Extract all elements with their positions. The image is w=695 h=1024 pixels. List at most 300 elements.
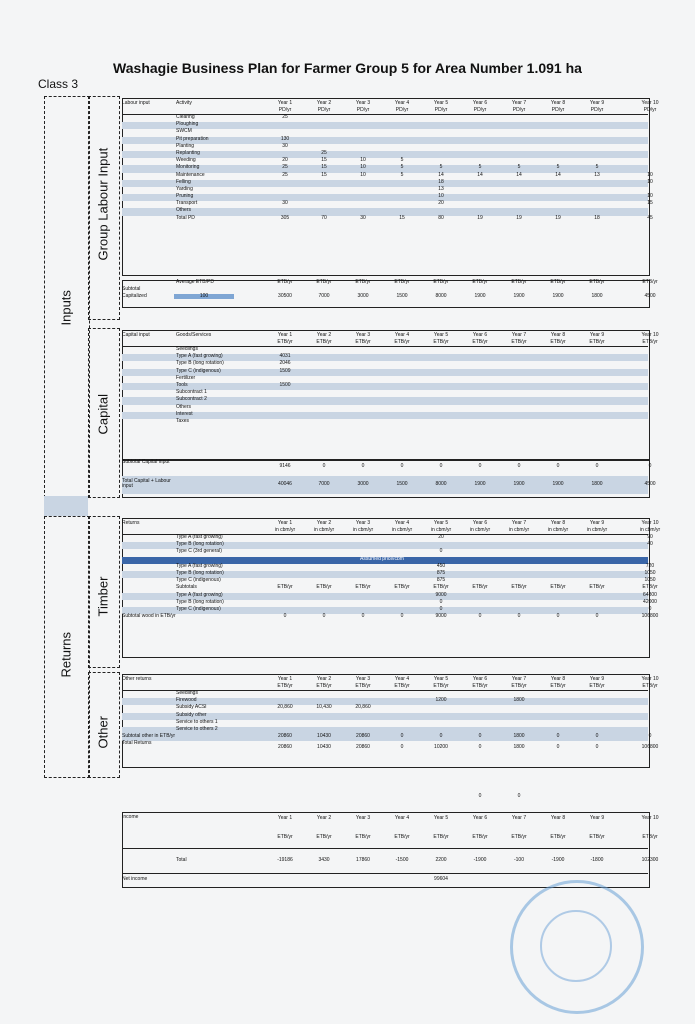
year-header: Year 7 ETB/yr (511, 676, 527, 689)
row-label: Type B (long rotation) (176, 598, 224, 605)
row-label: Planting (176, 142, 195, 149)
row-value: 450 (436, 562, 446, 569)
row-value: 5 (400, 157, 404, 164)
income-year: Year 6 (472, 815, 488, 821)
year-header: Year 4 PD/yr (394, 100, 410, 113)
income-unit: ETB/yr (550, 834, 566, 840)
row-value: 0 (648, 733, 652, 740)
price-banner-label: Assumed price/cbm (360, 555, 404, 562)
row-value: 2046 (279, 360, 291, 367)
subtotals-unit: ETB/yr (511, 584, 527, 591)
row-label: Type A (fast growing) (176, 534, 223, 540)
year-header: Year 3 PD/yr (355, 100, 371, 113)
capital-total-value: 40046 (278, 481, 292, 487)
capital-total-value: 1900 (513, 481, 525, 487)
below-row (122, 794, 648, 801)
row-value: 720 (645, 562, 655, 569)
labour-subtotal-section (122, 279, 658, 302)
labour-row (122, 214, 653, 223)
capital-total-value: 7000 (318, 481, 330, 487)
page-title: Washagie Business Plan for Farmer Group 5 for Area Number 1.091 ha (113, 60, 582, 76)
row-label: Yarding (176, 185, 193, 192)
year-header: Year 6 ETB/yr (472, 676, 488, 689)
income-label: Income (122, 814, 139, 820)
row-label: Replanting (176, 149, 200, 156)
net-income-value: 99604 (434, 876, 448, 882)
table-header (122, 98, 659, 115)
income-header (122, 812, 659, 849)
row-label: Weeding (176, 157, 196, 164)
row-value: 13 (594, 171, 600, 178)
capitalized-row (122, 293, 656, 301)
below-value: 0 (517, 793, 521, 799)
price-row (122, 577, 656, 585)
row-value: 0 (439, 548, 443, 555)
capital-subtotal-value: 0 (556, 463, 560, 469)
row-label: Others (176, 403, 192, 410)
year-header: Year 9 PD/yr (589, 100, 605, 113)
avg-unit: ETB/yr (355, 279, 371, 285)
avg-row (122, 279, 658, 287)
year-header: Year 2 ETB/yr (316, 332, 332, 345)
row-label: Pit preparation (176, 135, 209, 142)
subtotal-value: 4500 (644, 293, 656, 300)
unit-label: in cbm/yr (508, 526, 530, 533)
income-total-value: 3430 (318, 857, 330, 863)
income-total-row (122, 849, 659, 874)
year-header: Year 6 ETB/yr (472, 332, 488, 345)
row-value: 15 (321, 157, 327, 164)
timber-section (122, 518, 661, 621)
subtotals-unit: ETB/yr (589, 584, 605, 591)
capital-subtotal-row (122, 459, 652, 472)
year-header: Year 6 PD/yr (472, 100, 488, 113)
labour-row (122, 137, 648, 144)
income-unit: ETB/yr (472, 834, 488, 840)
unit-label: ETB/yr (394, 338, 410, 345)
income-year: Year 7 (511, 815, 527, 821)
returns-total-value: 1800 (513, 744, 525, 751)
row-value: 30 (282, 142, 288, 149)
row-value: 20860 (278, 733, 292, 740)
row-label: Total PD (176, 214, 195, 221)
unit-label: ETB/yr (316, 682, 332, 689)
unit-label: in cbm/yr (639, 526, 661, 533)
income-total-value: -1500 (395, 857, 409, 863)
row-value: 0 (556, 733, 560, 740)
labour-row (122, 151, 648, 158)
row-value: 0 (439, 598, 443, 605)
row-value: 4031 (279, 353, 291, 360)
returns-total-value: 0 (595, 744, 599, 751)
row-value: 0 (283, 613, 287, 620)
unit-label: PD/yr (551, 106, 565, 113)
unit-label: in cbm/yr (274, 526, 296, 533)
unit-label: PD/yr (473, 106, 487, 113)
year-header: Year 4 ETB/yr (394, 676, 410, 689)
row-value: 0 (400, 613, 404, 620)
other-subtotal-row (122, 733, 652, 741)
year-header: Year 7 in cbm/yr (508, 520, 530, 533)
year-header: Year 10 PD/yr (641, 100, 659, 113)
subtotal-value: 1900 (513, 293, 525, 300)
year-header: Year 2 ETB/yr (316, 676, 332, 689)
row-value: 0 (361, 613, 365, 620)
capital-subtotal-value: 0 (595, 463, 599, 469)
row-label: Type A (fast growing) (176, 562, 223, 569)
row-label: Type A (fast growing) (176, 591, 223, 598)
row-value: 14 (477, 171, 483, 178)
row-label: Pruning (176, 193, 194, 200)
row-value: 875 (436, 577, 446, 584)
row-label: Ploughing (176, 121, 199, 128)
avg-unit: ETB/yr (433, 279, 449, 285)
row-value: 25 (282, 164, 288, 171)
returns-total-value: 0 (478, 744, 482, 751)
income-unit: ETB/yr (277, 834, 293, 840)
year-header: Year 1 PD/yr (277, 100, 293, 113)
income-unit: ETB/yr (589, 834, 605, 840)
header-second: Goods/Services (176, 332, 212, 338)
row-label: Firewood (176, 697, 197, 704)
capital-subtotal-label: Subtotal Capital input (122, 459, 170, 465)
capital-row (122, 419, 648, 426)
row-value: 10 (438, 193, 444, 200)
subtotal-value: 30500 (278, 293, 292, 300)
row-label: Taxes (176, 417, 190, 424)
other-row (122, 727, 648, 734)
unit-label: PD/yr (590, 106, 604, 113)
unit-label: in cbm/yr (352, 526, 374, 533)
row-value: 25 (282, 114, 288, 120)
row-label: Type C (indigenous) (176, 577, 221, 584)
row-value: 10 (360, 171, 366, 178)
year-header: Year 8 ETB/yr (550, 676, 566, 689)
returns-total-value: 0 (400, 744, 404, 751)
row-value: 5 (478, 164, 482, 171)
capitalized-value: 100 (174, 294, 234, 299)
row-label: Subsidy other (176, 711, 207, 718)
year-header: Year 10 ETB/yr (641, 676, 659, 689)
subtotal-value: 1900 (474, 293, 486, 300)
returns-total-value: 0 (556, 744, 560, 751)
row-value: 10 (360, 157, 366, 164)
capital-total-label: Total Capital + Labour input (122, 478, 171, 489)
row-value: 1200 (435, 697, 447, 704)
returns-total-value: 106800 (641, 744, 659, 751)
labour-row (122, 171, 653, 180)
year-header: Year 2 PD/yr (316, 100, 332, 113)
row-value: 80 (438, 214, 444, 221)
unit-label: in cbm/yr (391, 526, 413, 533)
year-header: Year 1 ETB/yr (277, 332, 293, 345)
row-label: Service to others 1 (176, 718, 218, 725)
avg-unit: ETB/yr (642, 279, 658, 285)
row-value: 0 (648, 605, 652, 612)
row-value: 875 (436, 569, 446, 576)
avg-unit: ETB/yr (316, 279, 332, 285)
avg-unit: ETB/yr (589, 279, 605, 285)
labour-row (122, 187, 648, 194)
income-year: Year 2 (316, 815, 332, 821)
unit-label: in cbm/yr (586, 526, 608, 533)
capital-subtotal-value: 0 (478, 463, 482, 469)
row-label: Type C (indigenous) (176, 605, 221, 612)
row-value: 0 (478, 613, 482, 620)
row-value: 0 (595, 613, 599, 620)
unit-label: ETB/yr (355, 682, 371, 689)
returns-total-label: Total Returns (122, 740, 152, 747)
row-value: 1050 (644, 577, 656, 584)
unit-label: in cbm/yr (547, 526, 569, 533)
row-label: Transport (176, 200, 198, 207)
returns-label: Returns (58, 631, 74, 678)
row-value: 5 (517, 164, 521, 171)
income-total-value: -100 (513, 857, 524, 863)
row-value: 19 (555, 214, 561, 221)
capital-subtotal-value: 0 (517, 463, 521, 469)
row-value: 20 (438, 200, 444, 207)
subtotals-unit: ETB/yr (642, 584, 658, 591)
other-row (122, 691, 648, 698)
subtotals-label: Subtotals (176, 584, 197, 591)
subtotal-value: 1900 (552, 293, 564, 300)
row-label: Felling (176, 178, 191, 185)
subtotal-value: 8000 (435, 293, 447, 300)
avg-unit: ETB/yr (511, 279, 527, 285)
year-header: Year 10 in cbm/yr (639, 520, 661, 533)
income-year: Year 8 (550, 815, 566, 821)
row-label: Monitoring (176, 164, 200, 171)
year-header: Year 5 PD/yr (433, 100, 449, 113)
row-value: 0 (478, 733, 482, 740)
row-value: 1509 (279, 367, 291, 374)
year-header: Year 6 in cbm/yr (469, 520, 491, 533)
row-value: 20860 (356, 733, 370, 740)
row-label: Subsidy ACSI (176, 704, 207, 711)
unit-label: ETB/yr (550, 338, 566, 345)
unit-label: ETB/yr (355, 338, 371, 345)
income-total-value: 102300 (641, 857, 659, 863)
year-header: Year 8 ETB/yr (550, 332, 566, 345)
capital-label: Capital (95, 394, 111, 435)
row-label: Subcontract 2 (176, 396, 207, 403)
other-label: Other (95, 715, 111, 749)
unit-label: ETB/yr (511, 682, 527, 689)
row-label: Type B (long rotation) (176, 541, 224, 548)
row-value: 19 (516, 214, 522, 221)
row-value: 10 (647, 171, 653, 178)
group-labour-label: Group Labour Input (95, 147, 111, 261)
capital-subtotal-value: 0 (361, 463, 365, 469)
income-year: Year 5 (433, 815, 449, 821)
capital-total-value: 1900 (552, 481, 564, 487)
labour-row (122, 158, 648, 165)
labour-row (122, 208, 648, 215)
row-label: Seedlings (176, 346, 198, 352)
subtotals-unit: ETB/yr (433, 584, 449, 591)
labour-section (122, 98, 659, 223)
returns-total-value: 10430 (317, 744, 331, 751)
subtotals-unit: ETB/yr (316, 584, 332, 591)
unit-label: ETB/yr (316, 338, 332, 345)
row-value: 14 (516, 171, 522, 178)
header-label: Other returns (122, 676, 152, 682)
labour-row (122, 115, 648, 122)
row-value: 18 (594, 214, 600, 221)
table-header (122, 330, 659, 347)
row-value: 20,860 (277, 704, 293, 711)
row-value: 5 (439, 164, 443, 171)
row-value: 106800 (641, 613, 659, 620)
row-label: Fertilizer (176, 374, 196, 381)
row-label: Others (176, 207, 192, 214)
income-year: Year 4 (394, 815, 410, 821)
capital-section (122, 330, 659, 426)
row-value: 10 (647, 178, 653, 185)
income-unit: ETB/yr (316, 834, 332, 840)
row-value: 19 (477, 214, 483, 221)
row-value: 5 (400, 164, 404, 171)
row-value: 5 (400, 171, 404, 178)
avg-unit: ETB/yr (277, 279, 293, 285)
year-header: Year 8 in cbm/yr (547, 520, 569, 533)
row-value: 30 (360, 214, 366, 221)
row-value: 30 (282, 200, 288, 207)
row-value: 25 (321, 149, 327, 156)
unit-label: PD/yr (643, 106, 657, 113)
unit-label: ETB/yr (277, 682, 293, 689)
capital-total-value: 8000 (435, 481, 447, 487)
header-label: Capital input (122, 332, 150, 338)
timber-label: Timber (95, 576, 111, 617)
row-label: Subtotal other in ETB/yr (122, 733, 176, 740)
labour-row (122, 178, 653, 187)
unit-label: PD/yr (512, 106, 526, 113)
income-unit: ETB/yr (642, 834, 658, 840)
other-below-section (122, 794, 648, 801)
year-header: Year 2 in cbm/yr (313, 520, 335, 533)
avg-unit: ETB/yr (550, 279, 566, 285)
row-label: Seedlings (176, 690, 198, 696)
unit-label: ETB/yr (433, 682, 449, 689)
row-value: 0 (439, 733, 443, 740)
row-label: Type B (long rotation) (176, 569, 224, 576)
unit-label: PD/yr (395, 106, 409, 113)
returns-total-value: 20860 (278, 744, 292, 751)
unit-label: PD/yr (278, 106, 292, 113)
row-value: 5 (595, 164, 599, 171)
year-header: Year 7 ETB/yr (511, 332, 527, 345)
divider-bar (44, 496, 88, 516)
income-year: Year 9 (589, 815, 605, 821)
income-year: Year 10 (641, 815, 659, 821)
returns-total-row (122, 740, 659, 757)
row-value: 45 (647, 214, 653, 221)
row-value: 1050 (644, 569, 656, 576)
row-label: Tools (176, 381, 188, 388)
row-value: 9000 (435, 613, 447, 620)
row-value: 10,430 (316, 704, 332, 711)
capital-row (122, 412, 648, 419)
capital-row (122, 405, 648, 412)
year-header: Year 5 in cbm/yr (430, 520, 452, 533)
row-value: 15 (399, 214, 405, 221)
capital-subtotal-section (122, 459, 656, 494)
labour-row (122, 200, 653, 208)
returns-total-value: 10200 (434, 744, 448, 751)
capitalized-label: Capitalized (122, 293, 147, 300)
income-total-value: -1900 (473, 857, 487, 863)
row-label: Maintenance (176, 171, 205, 178)
labour-row (122, 193, 653, 201)
row-value: 0 (517, 613, 521, 620)
year-header: Year 5 ETB/yr (433, 676, 449, 689)
income-total-label: Total (176, 857, 187, 863)
official-stamp-inner (540, 910, 612, 982)
wood-subtotal-row (122, 613, 659, 621)
unit-label: in cbm/yr (430, 526, 452, 533)
capital-subtotal-value: 0 (648, 463, 652, 469)
avg-unit: ETB/yr (472, 279, 488, 285)
income-unit: ETB/yr (355, 834, 371, 840)
income-unit: ETB/yr (394, 834, 410, 840)
net-income-label: Net income (122, 876, 148, 882)
below-value: 0 (478, 793, 482, 799)
row-value: 0 (439, 605, 443, 612)
year-header: Year 8 PD/yr (550, 100, 566, 113)
row-value: 90 (647, 534, 653, 540)
row-value: 15 (321, 164, 327, 171)
row-value: 305 (280, 214, 290, 221)
year-header: Year 9 ETB/yr (589, 676, 605, 689)
subtotal-value: 1500 (396, 293, 408, 300)
income-unit: ETB/yr (433, 834, 449, 840)
labour-row (122, 122, 648, 129)
unit-label: in cbm/yr (469, 526, 491, 533)
subtotal-label: Subtotal (122, 286, 141, 293)
income-section (122, 812, 659, 886)
row-value: 1800 (513, 733, 525, 740)
row-value: 0 (322, 613, 326, 620)
unit-label: ETB/yr (472, 682, 488, 689)
header-label: Returns (122, 520, 140, 526)
year-header: Year 3 ETB/yr (355, 332, 371, 345)
income-total-value: 2200 (435, 857, 447, 863)
other-section (122, 674, 659, 757)
unit-label: ETB/yr (589, 338, 605, 345)
row-value: 15 (647, 200, 653, 207)
row-value: 10 (360, 164, 366, 171)
subtotal-value: 7000 (318, 293, 330, 300)
income-year: Year 3 (355, 815, 371, 821)
labour-row (122, 144, 648, 151)
subtotal-value: 3000 (357, 293, 369, 300)
year-header: Year 3 ETB/yr (355, 676, 371, 689)
unit-label: ETB/yr (642, 338, 658, 345)
year-header: Year 1 in cbm/yr (274, 520, 296, 533)
row-value: 42000 (643, 598, 657, 605)
row-value: 14 (555, 171, 561, 178)
unit-label: ETB/yr (472, 338, 488, 345)
income-total-value: -1900 (551, 857, 565, 863)
income-total-value: -19186 (277, 857, 293, 863)
subtotals-unit: ETB/yr (394, 584, 410, 591)
capital-total-value: 4500 (644, 481, 656, 487)
capital-subtotal-value: 0 (439, 463, 443, 469)
income-year: Year 1 (277, 815, 293, 821)
unit-label: in cbm/yr (313, 526, 335, 533)
